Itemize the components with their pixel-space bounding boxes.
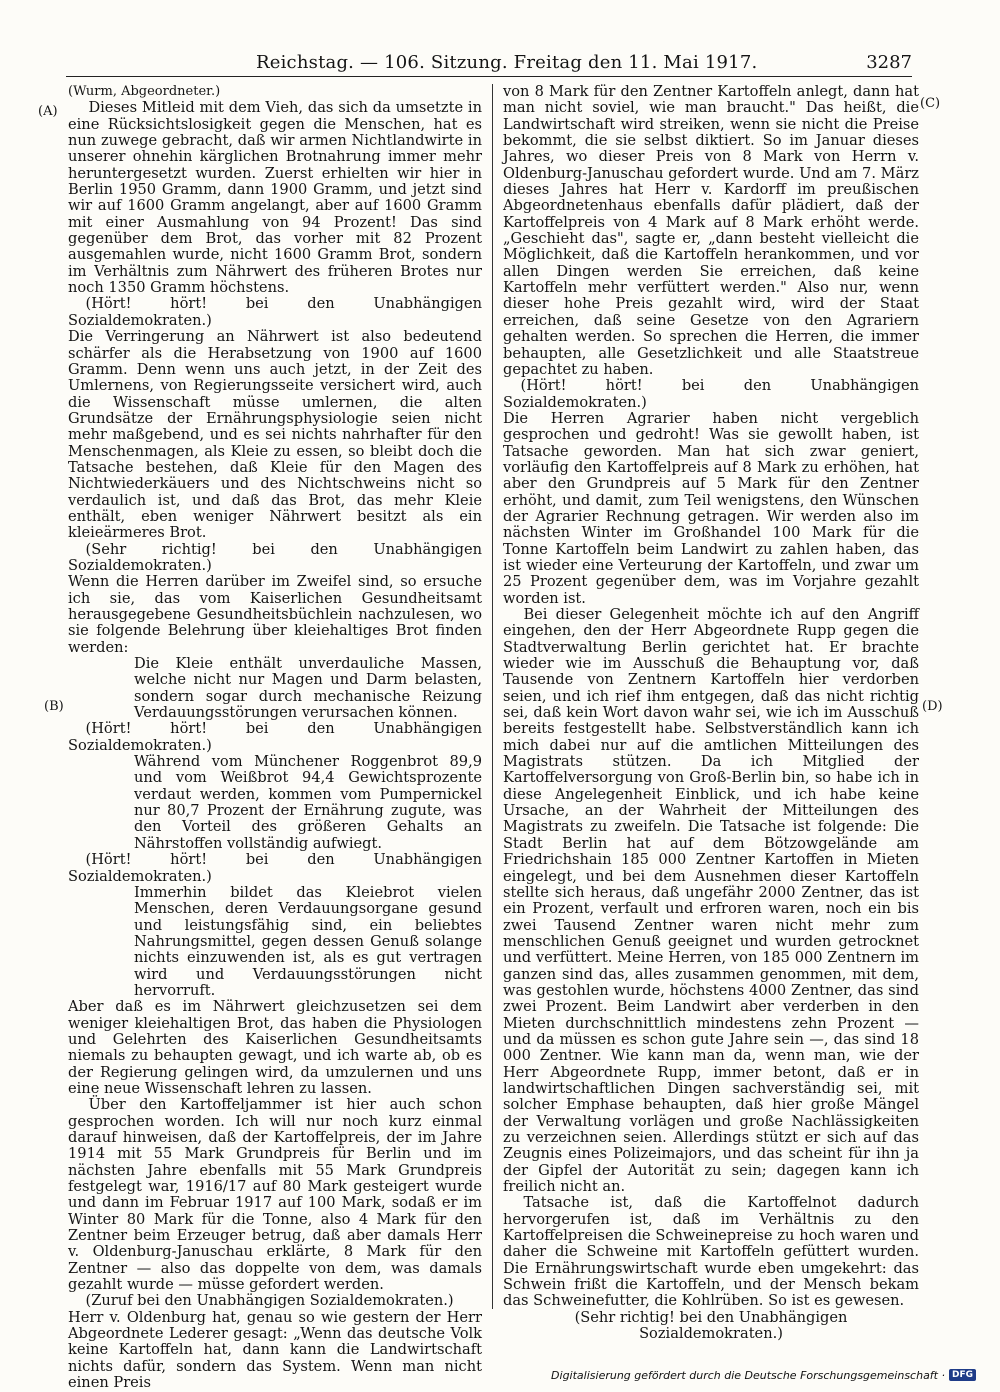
paragraph: Über den Kartoffeljammer ist hier auch schon gesprochen worden. Ich will nur noch kurz einmal darauf hinweisen, daß der Kartoffelpreis, der im Jahre 1914 mit 55 Mark Grundpreis für Berlin und im nächsten Jahre ebenfalls mit 55 Mark Grundpreis festgelegt war, 1916/17 auf 80 Mark gesteigert wurde und dann im Februar 1917 auf 100 Mark, sodaß er im Winter 80 Mark für die Tonne, also 4 Mark für den Zentner beim Erzeuger betrug, daß aber damals Herr v. Oldenburg-Januschau erklärte, 8 Mark für den Zentner — also das doppelte von dem, was damals gezahlt wurde — müsse gefordert werden. xyxy=(68,1096,482,1294)
digitization-footer xyxy=(551,1368,976,1382)
page-header xyxy=(66,52,912,77)
interjection: (Sehr richtig! bei den Unabhängigen Sozialdemokraten.) xyxy=(68,540,482,574)
interjection: (Zuruf bei den Unabhängigen Sozialdemokraten.) xyxy=(85,1292,454,1310)
paragraph: Tatsache ist, daß die Kartoffelnot dadurch hervorgerufen ist, daß im Verhältnis zu den Kartoffelpreisen die Schweinepreise zu hoch waren und daher die Schweine mit Kartoffeln gefüttert wurden. Die Ernährungswirtschaft wurde eben umgekehrt: das Schwein frißt die Kartoffeln, und der Mensch bekam das Schweinefutter, die Kohlrüben. So ist es gewesen. xyxy=(503,1194,919,1310)
paragraph: Bei dieser Gelegenheit möchte ich auf den Angriff eingehen, den der Herr Abgeordnete Rupp gegen die Stadtverwaltung Berlin gerichtet hat. Er brachte wieder wie im Ausschuß die Behauptung vor, daß Tausende von Zentnern Kartoffeln hier verdorben seien, und ich rief ihm entgegen, daß das nicht richtig sei, daß kein Wort davon wahr sei, wie ich im Ausschuß bereits festgestellt habe. Selbstverständlich kann ich mich dabei nur auf die amtlichen Mitteilungen des Magistrats stützen. Da ich Mitglied der Kartoffelversorgung von Groß-Berlin bin, so habe ich in diese Angelegenheit Einblick, und ich habe keine Ursache, an der Wahrheit der Mitteilungen des Magistrats zu zweifeln. Die Tatsache ist folgende: Die Stadt Berlin hat auf dem Bötzowgelände am Friedrichshain 185 000 Zentner Kartoffen in Mieten eingelegt, und bei dem Ausnehmen dieser Kartoffeln stellte sich heraus, daß ungefähr 2000 Zentner, das ist ein Prozent, verfault und erfroren waren, noch ein bis zwei Tausend Zentner waren nicht mehr zum menschlichen Genuß geeignet und wurden getrocknet und verfüttert. Meine Herren, von 185 000 Zentnern im ganzen sind das, alles zusammen genommen, mit dem, was gestohlen wurde, höchstens 4000 Zentner, das sind zwei Prozent. Beim Landwirt aber verderben in den Mieten durchschnittlich mindestens zehn Prozent — und da müssen es schon gute Jahre sein —, das sind 18 000 Zentner. Wie kann man da, wenn man, wie der Herr Abgeordnete Rupp, immer betont, daß er in landwirtschaftlichen Dingen sachverständig sei, mit solcher Emphase behaupten, daß hier große Mängel der Verwaltung vorlägen und große Nachlässigkeiten zu verzeichnen seien. Allerdings stützt er sich auf das Zeugnis eines Polizeimajors, und das scheint für ihn ja der Gipfel der Autorität zu sein; dagegen kann ich freilich nicht an. xyxy=(503,606,919,1196)
block-quote: Die Kleie enthält unverdauliche Massen, welche nicht nur Magen und Darm belasten, sondern sogar durch mechanische Reizung Verdauungsstörungen verursachen können. xyxy=(134,655,482,722)
block-quote: Immerhin bildet das Kleiebrot vielen Menschen, deren Verdauungsorgane gesund und leistungsfähig sind, ein beliebtes Nahrungsmittel, gegen dessen Genuß solange nichts einzuwenden ist, als es gut vertragen wird und Verdauungsstörungen nicht hervorruft. xyxy=(134,883,482,999)
margin-marker-d: (D) xyxy=(922,699,943,714)
speaker-attribution: (Wurm, Abgeordneter.) xyxy=(68,84,221,99)
running-title: Reichstag. — 106. Sitzung. Freitag den 11. Mai 1917. xyxy=(256,52,758,73)
block-quote: Während vom Münchener Roggenbrot 89,9 und vom Weißbrot 94,4 Gewichtsprozente verdaut werden, kommen vom Pumpernickel nur 80,7 Prozent der Ernährung zugute, was den Vorteil des größeren Gehalts an Nährstoffen vollständig aufwiegt. xyxy=(134,753,482,852)
paragraph: Die Verringerung an Nährwert ist also bedeutend schärfer als die Herabsetzung von 1900 auf 1600 Gramm. Denn wenn uns auch jetzt, in der Zeit des Umlernens, von Regierungsseite versichert wird, auch die Wissenschaft müsse umlernen, die alten Grundsätze der Ernährungsphysiologie seien nicht mehr maßgebend, und es sei nichts nahrhafter für den Menschenmagen, als Kleie zu essen, so bleibt doch die Tatsache bestehen, daß Kleie für den Magen des Nichtwiederkäuers und des Nichtschweins nicht so verdaulich ist, und daß das Brot, das mehr Kleie enthält, eben weniger Nährwert besitzt als ein kleieärmeres Brot. xyxy=(68,328,482,542)
interjection: (Hört! hört! bei den Unabhängigen Sozialdemokraten.) xyxy=(68,295,482,329)
column-divider xyxy=(492,84,493,1309)
dfg-logo-icon: DFG xyxy=(949,1369,976,1381)
left-column xyxy=(68,84,482,1392)
interjection: (Hört! hört! bei den Unabhängigen Sozialdemokraten.) xyxy=(68,851,482,885)
interjection: (Hört! hört! bei den Unabhängigen Sozialdemokraten.) xyxy=(68,720,482,754)
paragraph: Herr v. Oldenburg hat, genau so wie gestern der Herr Abgeordnete Lederer gesagt: „Wenn das deutsche Volk keine Kartoffeln hat, dann kann die Landwirtschaft nichts dafür, sondern das System. Wenn man nicht einen Preis xyxy=(68,1308,482,1392)
paragraph: Dieses Mitleid mit dem Vieh, das sich da umsetzte in eine Rücksichtslosigkeit gegen die Menschen, hat es nun zuwege gebracht, daß wir armen Nichtlandwirte in unserer ohnehin kärglichen Brotnahrung immer mehr heruntergesetzt wurden. Zuerst erhielten wir hier in Berlin 1950 Gramm, dann 1900 Gramm, und jetzt sind wir auf 1600 Gramm angelangt, aber auf 1600 Gramm mit einer Ausmahlung von 94 Prozent! Das sind gegenüber dem Brot, das vorher mit 82 Prozent ausgemahlen wurde, nicht 1600 Gramm Brot, sondern im Verhältnis zum Nährwert des früheren Brotes nur noch 1350 Gramm höchstens. xyxy=(68,99,482,297)
paragraph: Die Herren Agrarier haben nicht vergeblich gesprochen und gedroht! Was sie gewollt haben, ist Tatsache geworden. Man hat sich zwar geniert, vorläufig den Kartoffelpreis auf 8 Mark zu erhöhen, hat aber den Grundpreis auf 5 Mark für den Zentner erhöht, und damit, zum Teil wenigstens, den Wünschen der Agrarier Rechnung getragen. Wir werden also im nächsten Winter im Großhandel 100 Mark für die Tonne Kartoffeln beim Landwirt zu zahlen haben, das ist wieder eine Verteurung der Kartoffeln, und zwar um 25 Prozent gegenüber dem, was im Vorjahre gezahlt worden ist. xyxy=(503,409,919,607)
right-column xyxy=(503,83,919,1343)
footer-text: Digitalisierung gefördert durch die Deutsche Forschungsgemeinschaft · xyxy=(551,1368,945,1382)
interjection: (Sehr richtig! bei den Unabhängigen Sozialdemokraten.) xyxy=(574,1308,848,1343)
paragraph: Aber daß es im Nährwert gleichzusetzen sei dem weniger kleiehaltigen Brot, das haben die Physiologen und Gelehrten des Kaiserlichen Gesundheitsamts niemals zu behaupten gewagt, und ich warte ab, ob es der Regierung gelingen wird, da umzulernen und uns eine neue Wissenschaft lehren zu lassen. xyxy=(68,998,482,1097)
interjection: (Hört! hört! bei den Unabhängigen Sozialdemokraten.) xyxy=(503,377,919,411)
margin-marker-b: (B) xyxy=(44,699,64,714)
margin-marker-a: (A) xyxy=(38,104,58,119)
page-number: 3287 xyxy=(866,52,912,73)
paragraph: Wenn die Herren darüber im Zweifel sind, so ersuche ich sie, das vom Kaiserlichen Gesundheitsamt herausgegebene Gesundheitsbüchlein nachzulesen, wo sie folgende Belehrung über kleiehaltiges Brot finden werden: xyxy=(68,573,482,656)
paragraph: von 8 Mark für den Zentner Kartoffeln anlegt, dann hat man nicht soviel, wie man braucht." Das heißt, die Landwirtschaft wird streiken, wenn sie nicht die Preise bekommt, die sie selbst diktiert. So im Januar dieses Jahres, wo dieser Preis von 8 Mark von Herrn v. Oldenburg-Januschau gefordert wurde. Und am 7. März dieses Jahres hat Herr v. Kardorff im preußischen Abgeordnetenhaus ebenfalls dafür plädiert, daß der Kartoffelpreis von 4 Mark auf 8 Mark erhöht werde. „Geschieht das", sagte er, „dann besteht vielleicht die Möglichkeit, daß die Kartoffeln herankommen, und vor allen Dingen werden Sie erreichen, daß keine Kartoffeln mehr verfüttert werden." Also nur, wenn dieser hohe Preis gezahlt wird, wird der Staat erreichen, daß seine Gesetze von den Agrariern gehalten werden. So sprechen die Herren, die immer behaupten, alle Gesetzlichkeit und alle Staatstreue gepachtet zu haben. xyxy=(503,83,919,378)
margin-marker-c: (C) xyxy=(920,96,941,111)
